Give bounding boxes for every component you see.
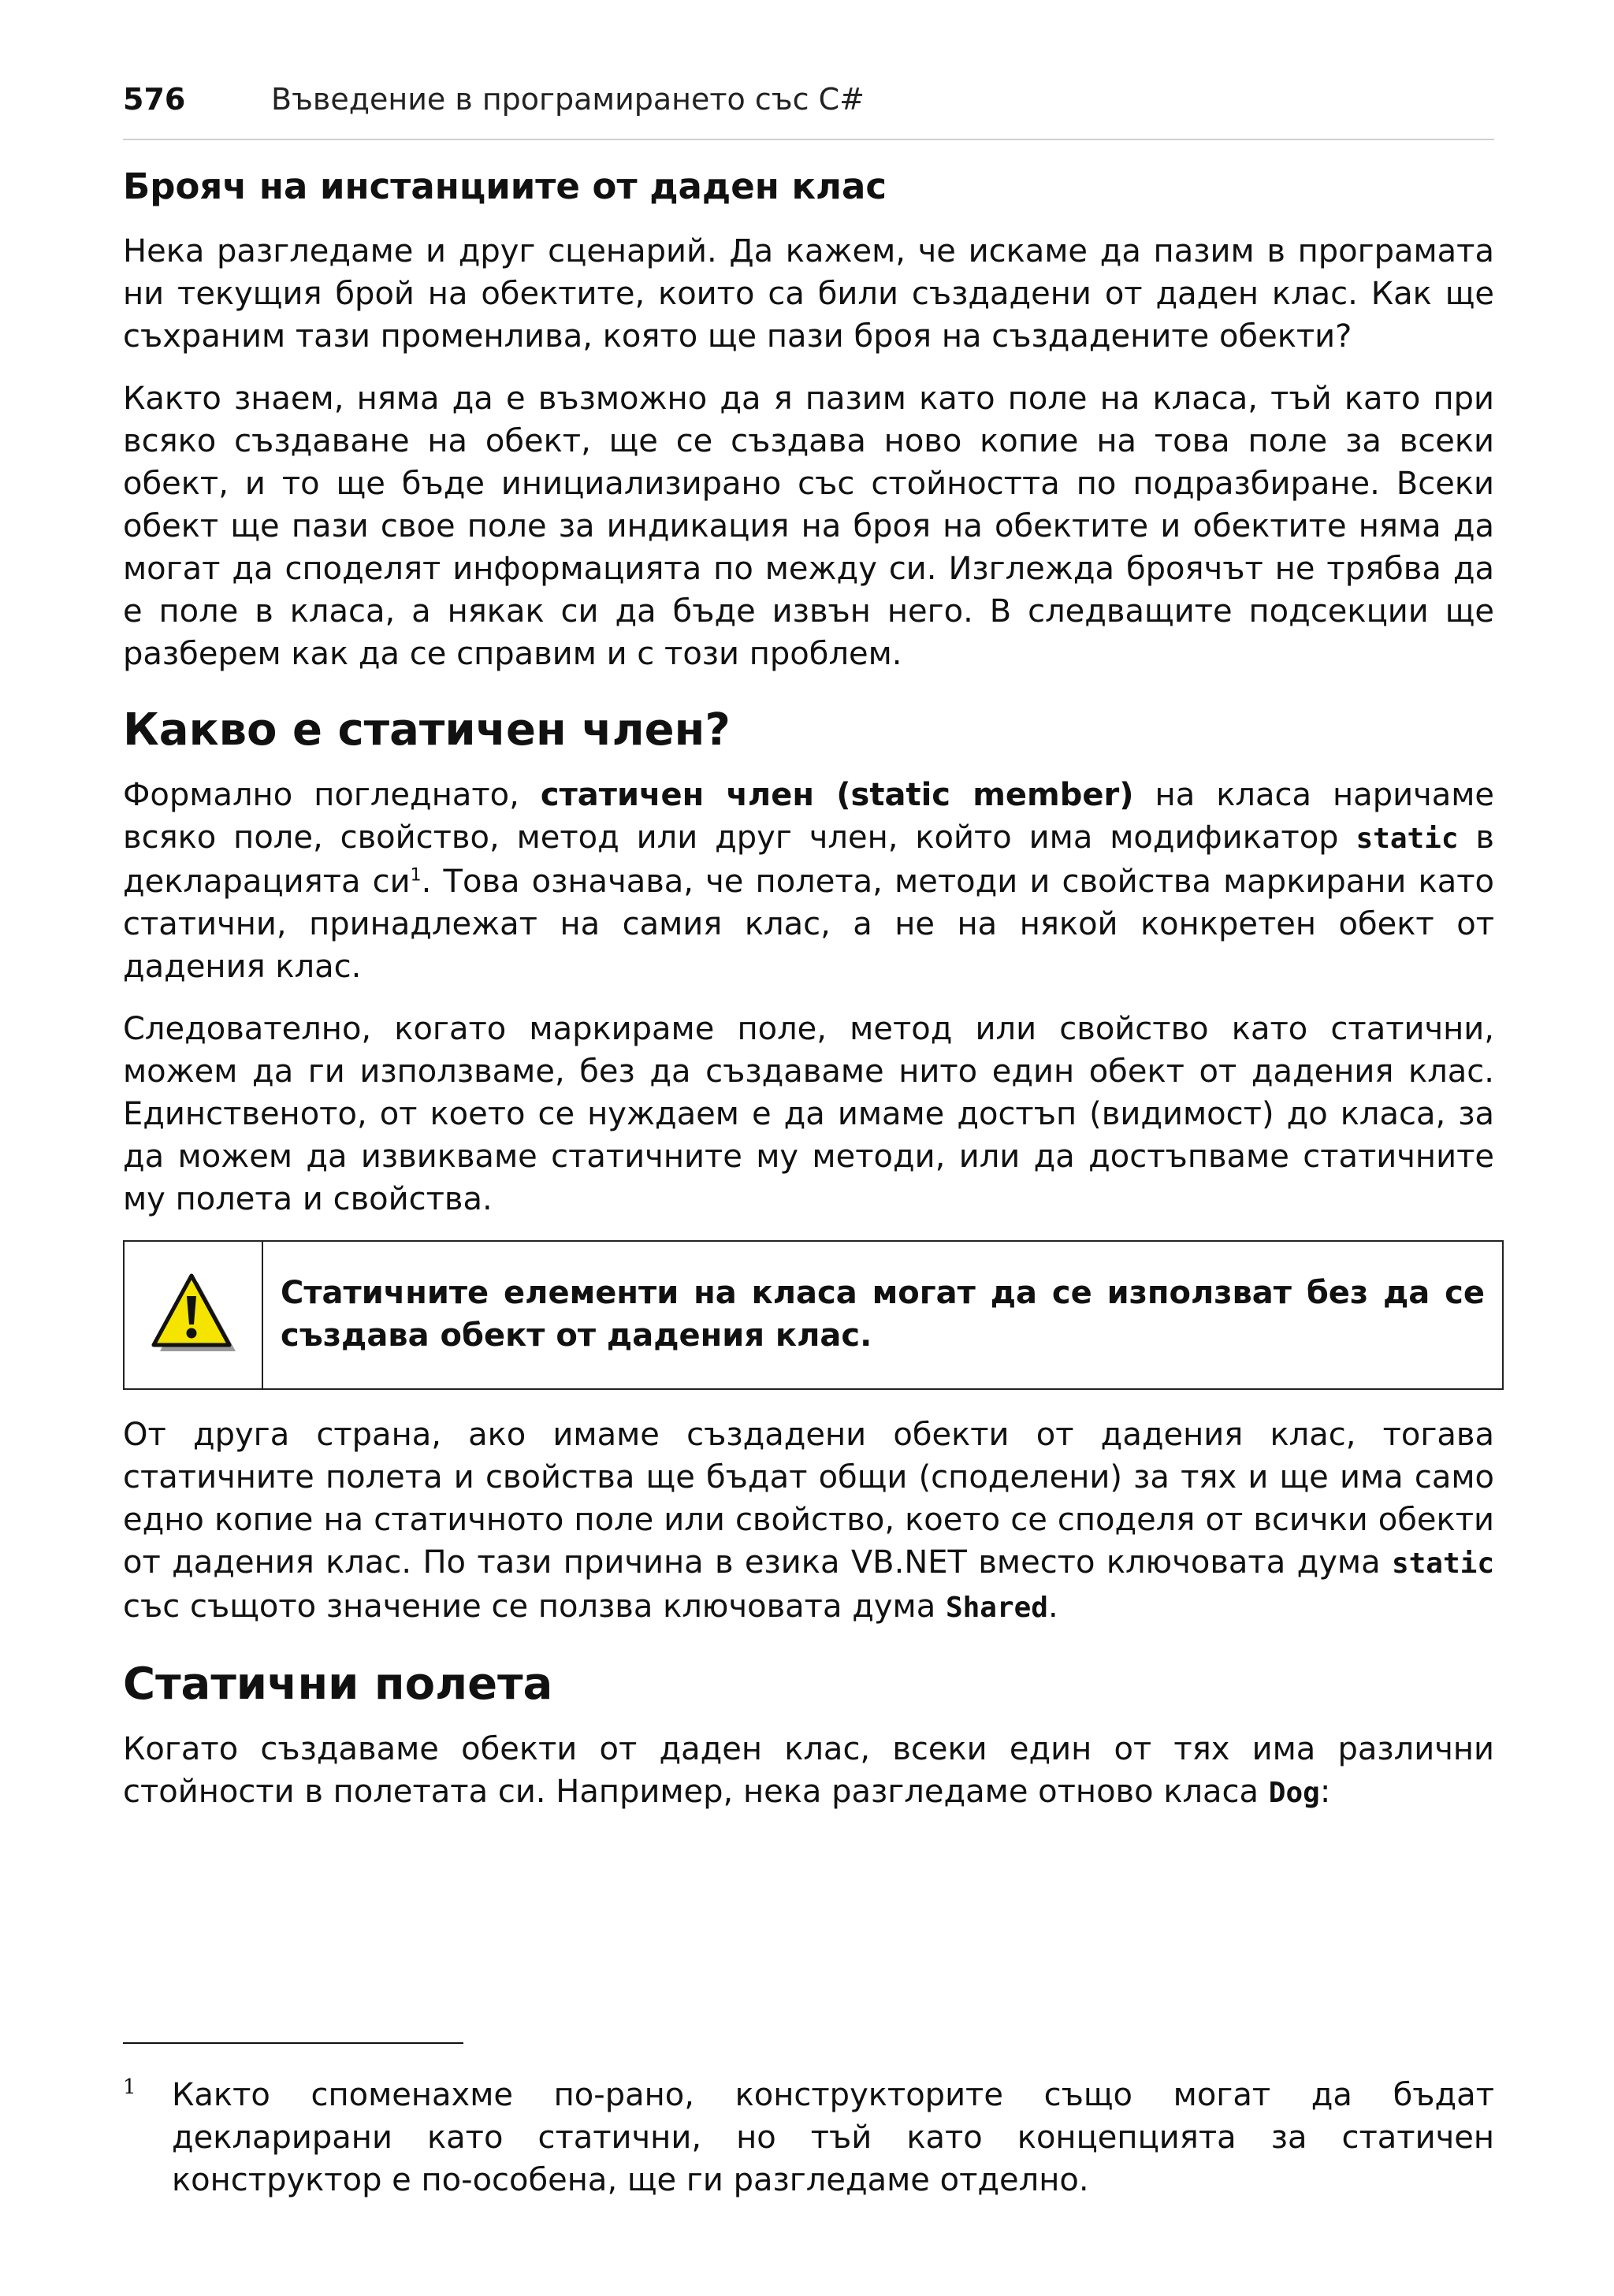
footnote-divider: [123, 2042, 463, 2044]
text-run: .: [1047, 1588, 1058, 1625]
page-header: [123, 82, 1494, 140]
code-static: static: [1391, 1547, 1494, 1581]
code-static: static: [1356, 823, 1459, 856]
text-run: . Това означава, че полета, методи и свойства маркирани като статични, принадлежат на самия клас, а не на някой конкретен обект от дадения клас.: [123, 864, 1494, 986]
text-run: на класа наричаме всяко поле, свойство, метод или друг член, който има модификатор: [123, 777, 1495, 856]
book-title: Въведение в програмирането със C#: [271, 82, 865, 117]
footnote-reference[interactable]: 1: [410, 865, 422, 886]
section-heading-instance-counter: Брояч на инстанциите от даден клас: [123, 165, 887, 207]
note-text: Статичните елементи на класа могат да се използват без да се създава обект от дадения клас.: [281, 1275, 1485, 1354]
text-run: :: [1319, 1774, 1331, 1811]
paragraph: [123, 1728, 1494, 1815]
text-run: в декларацията си: [123, 819, 1494, 901]
footnote-mark: 1: [123, 2075, 136, 2099]
page-number: 576: [123, 82, 186, 117]
section-heading-static-fields: Статични полета: [123, 1659, 553, 1711]
page-content: [123, 165, 1494, 1834]
code-dog: Dog: [1268, 1777, 1320, 1810]
paragraph: [123, 1414, 1494, 1629]
code-shared: Shared: [945, 1592, 1048, 1625]
text-run: От друга страна, ако имаме създадени обекти от дадения клас, тогава статичните полета и свойства ще бъдат общи (споделени) за тях и ще има само едно копие на статичното поле или свойство, което се споделя от всички обекти от дадения клас. По тази причина в езика VB.NET вместо ключовата дума: [123, 1417, 1494, 1581]
paragraph: Както знаем, няма да е възможно да я пазим като поле на класа, тъй като при всяко създаване на обект, ще се създава ново копие на това поле за всеки обект, и то ще бъде инициализирано със стойността по подразбиране. Всеки обект ще пази свое поле за индикация на броя на обектите и обектите няма да могат да споделят информацията по между си. Изглежда броячът не трябва да е поле в класа, а някак си да бъде извън него. В следващите подсекции ще разберем как да се справим и с този проблем.: [123, 381, 1494, 672]
text-run: Когато създаваме обекти от даден клас, всеки един от тях има различни стойности в полетата си. Например, нека разгледаме отново класа: [123, 1731, 1494, 1811]
paragraph: [123, 774, 1494, 988]
footnote: [123, 2074, 1494, 2201]
section-heading-static-member: Какво е статичен член?: [123, 704, 731, 756]
term-static-member: статичен член (static member): [540, 777, 1134, 814]
warning-icon: [147, 1272, 239, 1358]
paragraph: Следователно, когато маркираме поле, метод или свойство като статични, можем да ги използваме, без да създаваме нито един обект от дадения клас. Единственото, от което се нуждаем е да имаме достъп (видимост) до класа, за да можем да извикваме статичните му методи, или да достъпваме статичните му полета и свойства.: [123, 1011, 1494, 1218]
warning-note-box: [123, 1240, 1504, 1390]
text-run: Формално погледнато,: [123, 777, 541, 814]
footnote-text: Както споменахме по-рано, конструкторите също могат да бъдат декларирани като статични, но тъй като концепцията за статичен конструктор е по-особена, ще ги разгледаме отделно.: [172, 2077, 1494, 2198]
text-run: със същото значение се ползва ключовата дума: [123, 1588, 946, 1625]
note-icon-cell: [125, 1242, 263, 1388]
paragraph: Нека разгледаме и друг сценарий. Да кажем, че искаме да пазим в програмата ни текущия брой на обектите, които са били създадени от даден клас. Как ще съхраним тази променлива, която ще пази броя на създадените обекти?: [123, 233, 1494, 355]
